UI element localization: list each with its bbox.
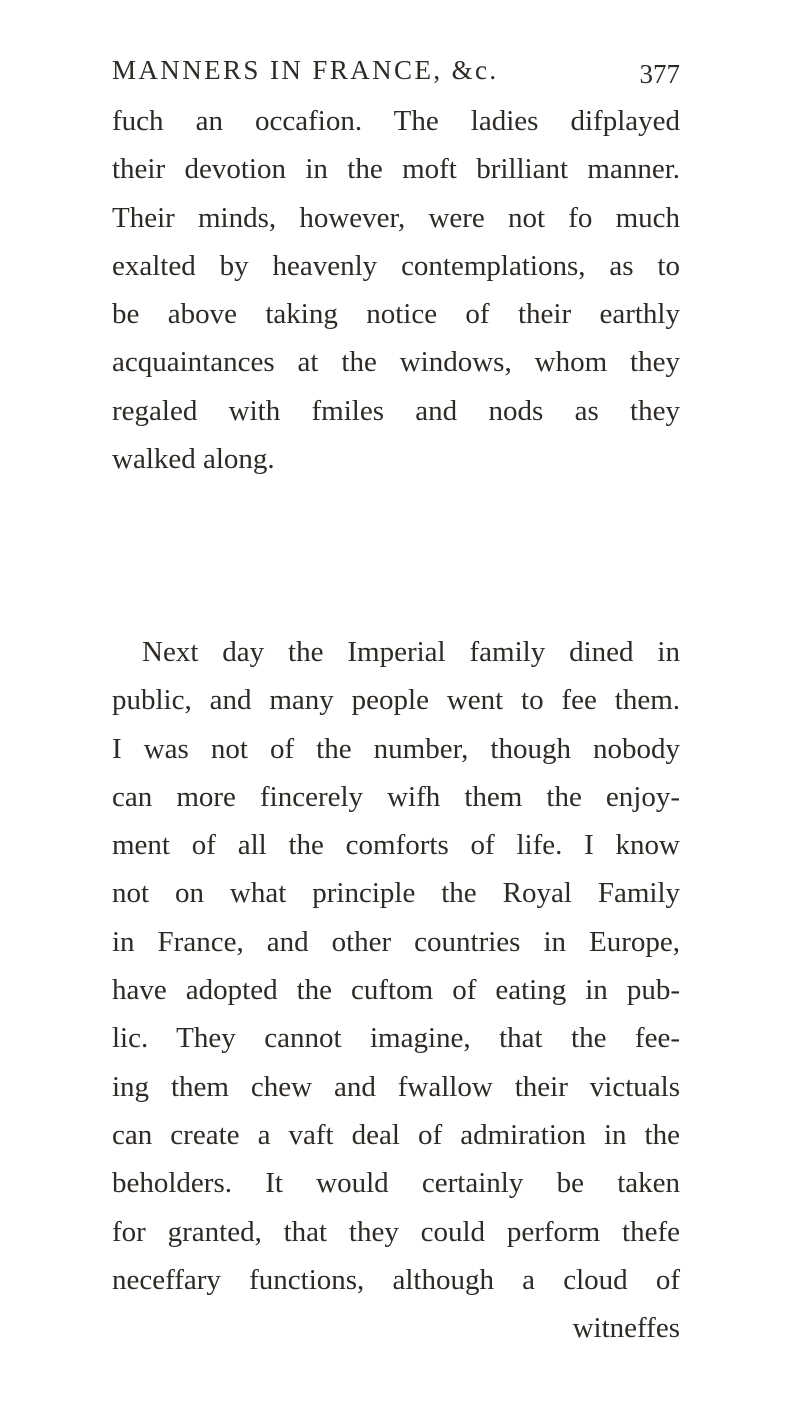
running-head [112, 48, 680, 92]
text-line: lic. They cannot imagine, that the fee- [112, 1022, 680, 1055]
text-line: I was not of the number, though nobody [112, 732, 680, 765]
text-line: Next day the Imperial family dined in [142, 636, 680, 668]
text-line: ment of all the comforts of life. I know [112, 829, 680, 862]
text-line: be above taking notice of their earthly [112, 298, 680, 331]
text-line: beholders. It would certainly be taken [112, 1167, 680, 1200]
text-line: for granted, that they could perform thefe [112, 1215, 680, 1248]
text-line: can create a vaft deal of admiration in the [112, 1118, 680, 1151]
text-line: not on what principle the Royal Family [112, 877, 680, 910]
text-line: exalted by heavenly contemplations, as to [112, 249, 680, 282]
text-line: fuch an occafion. The ladies difplayed [112, 105, 680, 137]
catchword: witneffes [572, 1312, 680, 1345]
text-line: have adopted the cuftom of eating in pub- [112, 974, 680, 1007]
text-line: walked along. [112, 443, 275, 476]
text-line: their devotion in the moft brilliant manner. [112, 153, 680, 186]
text-line: neceffary functions, although a cloud of [112, 1263, 680, 1296]
page-number: 377 [639, 59, 680, 89]
paragraph-2 [112, 628, 680, 1352]
text-line: public, and many people went to fee them. [112, 684, 680, 717]
text-line: can more fincerely wifh them the enjoy- [112, 780, 680, 813]
text-line: regaled with fmiles and nods as they [112, 394, 680, 427]
paragraph-1 [112, 97, 680, 483]
text-line: Their minds, however, were not fo much [112, 201, 680, 234]
running-title: MANNERS IN FRANCE, &c. [112, 55, 499, 85]
text-line: acquaintances at the windows, whom they [112, 346, 680, 379]
text-line: ing them chew and fwallow their victuals [112, 1070, 680, 1103]
text-line: in France, and other countries in Europe, [112, 925, 680, 958]
